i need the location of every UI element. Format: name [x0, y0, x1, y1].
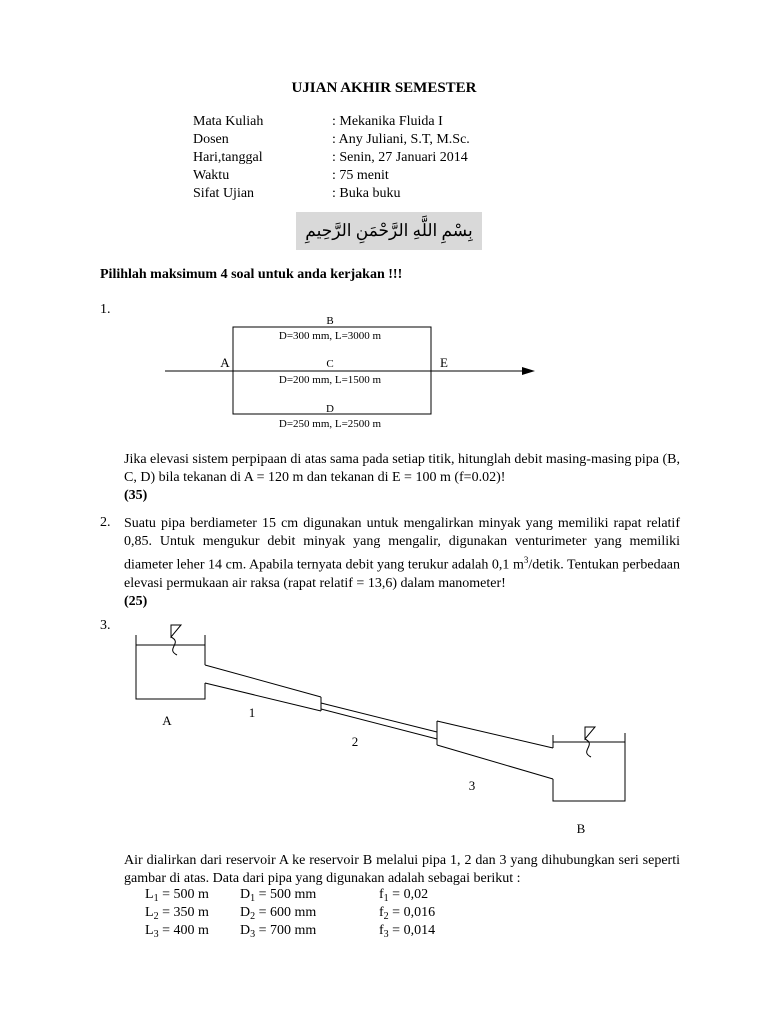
info-value: : Senin, 27 Januari 2014	[332, 150, 468, 165]
question-2-superscript: 3	[523, 555, 529, 565]
question-1-body: Jika elevasi sistem perpipaan di atas sama pada setiap titik, hitunglah debit masing-masing pipa (B, C, D) bila tekanan di A = 120 m dan tekanan di E = 100 m (f=0.02)!	[124, 452, 680, 485]
info-value: : Any Juliani, S.T, M.Sc.	[332, 132, 470, 147]
label-a: A	[220, 355, 230, 370]
reservoir-a-label: A	[162, 713, 172, 728]
info-label: Dosen	[193, 132, 229, 147]
pipe-2-top	[321, 703, 437, 732]
label-e: E	[440, 355, 448, 370]
parallel-pipe-diagram	[150, 312, 550, 437]
pipe-c-spec: D=200 mm, L=1500 m	[278, 374, 382, 386]
info-label: Hari,tanggal	[193, 150, 263, 165]
label-d: D	[326, 403, 334, 415]
pipe-3-top	[437, 721, 553, 748]
pipe-b-spec: D=300 mm, L=3000 m	[278, 330, 382, 342]
label-c: C	[326, 358, 334, 370]
question-3-number: 3.	[100, 618, 111, 633]
instruction: Pilihlah maksimum 4 soal untuk anda kerjakan !!!	[100, 267, 403, 282]
question-2-body-end: /detik. Tentukan perbedaan elevasi permukaan air raksa (rapat relatif = 13,6) dalam manometer!	[124, 557, 680, 591]
length-cell: $L_3 = 400$ m	[145, 923, 209, 940]
length-cell: $L_1 = 500$ m	[145, 887, 209, 904]
friction-cell: $f_1 = 0,02$	[379, 887, 429, 904]
pipe-3-label: 3	[468, 778, 476, 793]
question-2-body: Suatu pipa berdiameter 15 cm digunakan untuk mengalirkan minyak yang memiliki rapat relatif 0,85. Untuk mengukur debit minyak yang mengalir, digunakan venturimeter yang memiliki diameter leher 14 cm. Apabila ternyata debit yang terukur adalah 0,1 m	[124, 516, 680, 573]
diameter-cell: $D_2 = 600$ mm	[240, 905, 317, 922]
pipe-1-top	[205, 665, 321, 697]
question-3-text: Air dialirkan dari reservoir A ke reservoir B melalui pipa 1, 2 dan 3 yang dihubungkan seri seperti gambar di atas. Data dari pipa yang digunakan adalah sebagai berikut :	[124, 853, 680, 886]
reservoir-b-label: B	[576, 821, 586, 836]
question-1-number: 1.	[100, 302, 111, 317]
friction-cell: $f_3 = 0,014$	[379, 923, 436, 940]
pipe-2-label: 2	[351, 734, 359, 749]
question-2-points: (25)	[124, 593, 148, 609]
basmalah-calligraphy: بِسْمِ اللَّهِ الرَّحْمَنِ الرَّحِيمِ	[296, 212, 482, 250]
water-surface-icon-b	[585, 727, 595, 739]
water-wave-icon-a	[171, 637, 177, 655]
pipe-3-bottom	[437, 745, 553, 779]
info-label: Mata Kuliah	[193, 114, 264, 129]
diameter-cell: $D_1 = 500$ mm	[240, 887, 317, 904]
length-cell: $L_2 = 350$ m	[145, 905, 209, 922]
flow-arrow-icon	[522, 367, 535, 375]
info-value: : Mekanika Fluida I	[332, 114, 443, 129]
question-1-text	[124, 451, 680, 505]
info-value: : 75 menit	[332, 168, 389, 183]
question-1-points: (35)	[124, 488, 148, 503]
pipe-1-bottom	[205, 683, 321, 711]
series-pipe-diagram	[125, 615, 645, 840]
question-2-text	[124, 515, 680, 611]
info-label: Sifat Ujian	[193, 186, 255, 201]
pipe-1-label: 1	[248, 705, 256, 720]
question-2-number: 2.	[100, 515, 111, 530]
info-label: Waktu	[193, 168, 230, 183]
diameter-cell: $D_3 = 700$ mm	[240, 923, 317, 940]
label-b: B	[326, 315, 334, 327]
water-surface-icon-a	[171, 625, 181, 637]
pipe-2-bottom	[321, 709, 437, 739]
page-title: UJIAN AKHIR SEMESTER	[291, 80, 477, 96]
pipe-d-spec: D=250 mm, L=2500 m	[278, 418, 382, 430]
info-value: : Buka buku	[332, 186, 401, 201]
friction-cell: $f_2 = 0,016$	[379, 905, 436, 922]
